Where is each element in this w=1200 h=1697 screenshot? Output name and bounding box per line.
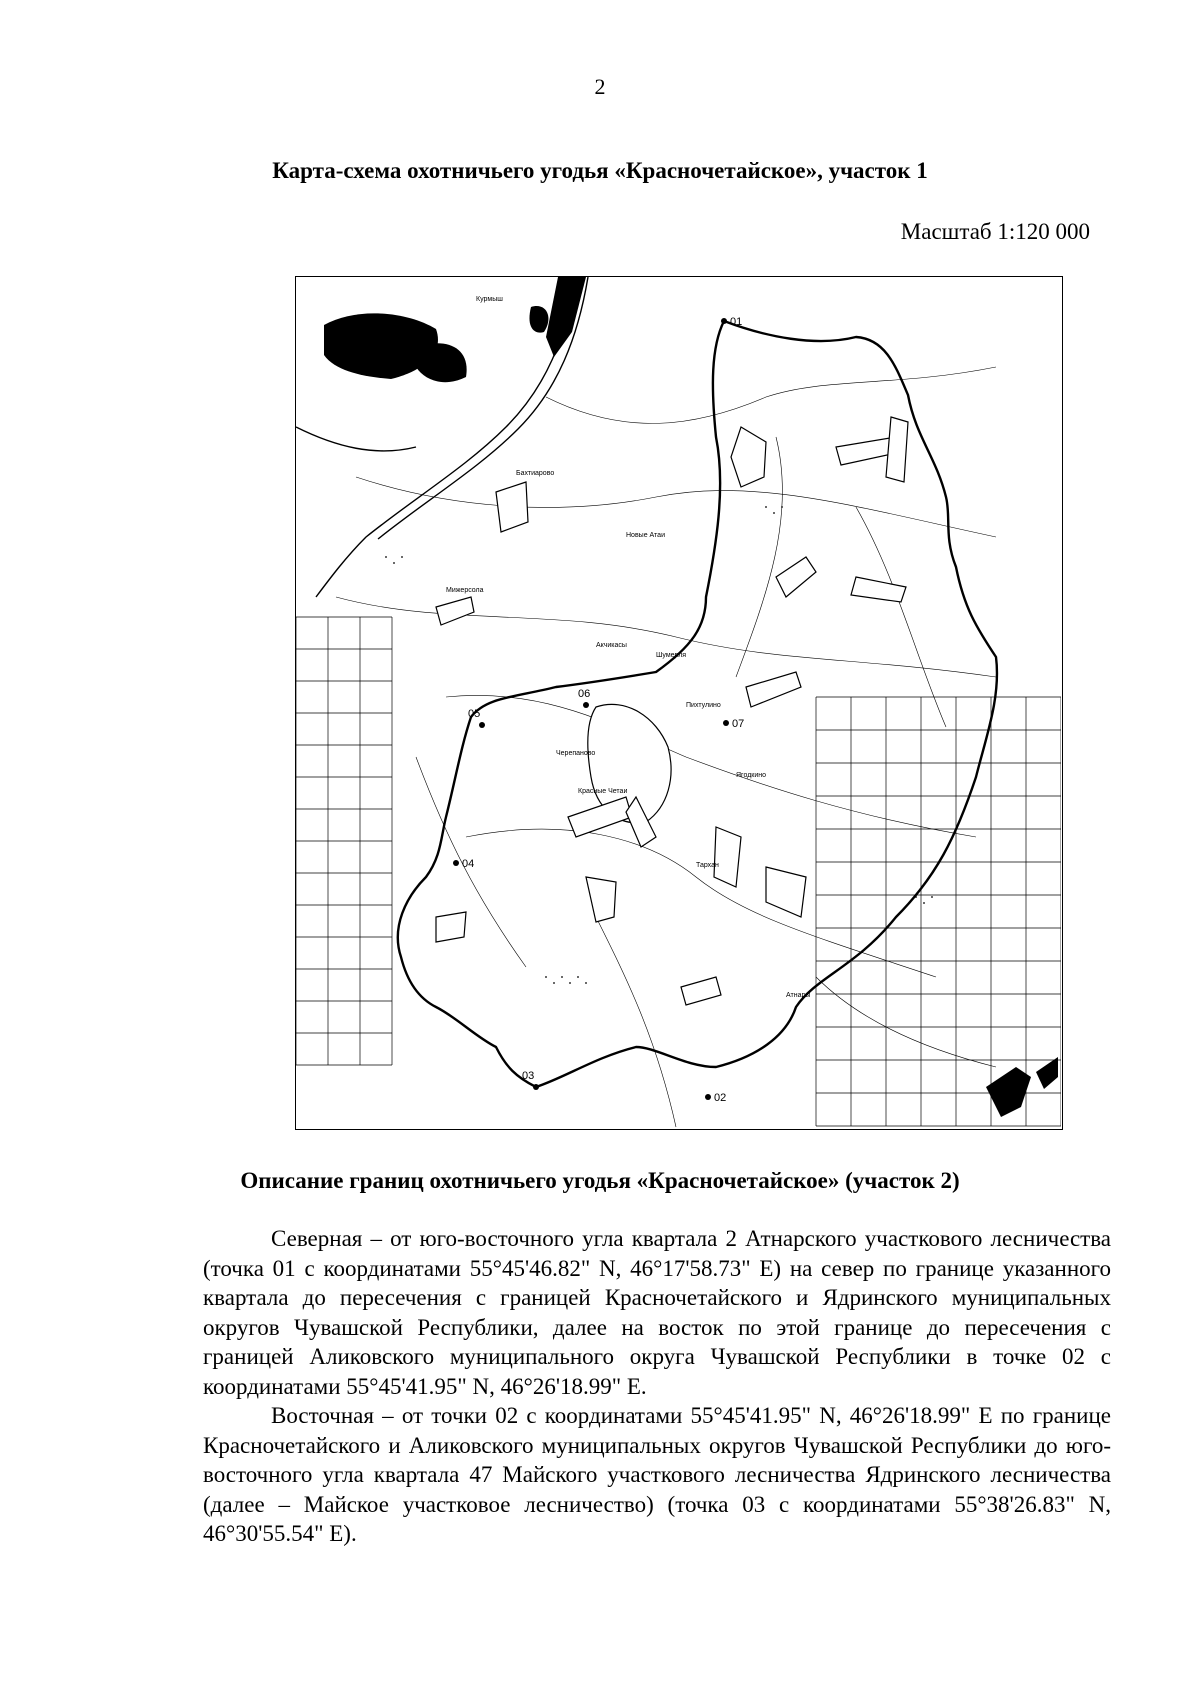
scale-label: Масштаб 1:120 000 bbox=[900, 219, 1090, 244]
place-label: Черепаново bbox=[556, 750, 596, 757]
boundary-description bbox=[203, 1224, 1111, 1549]
place-label: Новые Атаи bbox=[626, 532, 665, 539]
map-title: Карта-схема охотничьего угодья «Красночетайское», участок 1 bbox=[272, 158, 928, 183]
map-svg bbox=[296, 277, 1061, 1128]
settlements bbox=[436, 417, 908, 1005]
quarter-grid-left bbox=[296, 617, 392, 1065]
place-label: Атнары bbox=[786, 992, 811, 999]
section-title: Описание границ охотничьего угодья «Красночетайское» (участок 2) bbox=[240, 1168, 960, 1193]
place-label: Ягодкино bbox=[736, 772, 767, 779]
map-scheme bbox=[295, 276, 1063, 1130]
paragraph-east: Восточная – от точки 02 с координатами 55°45'41.95" N, 46°26'18.99" E по границе Красночетайского и Аликовского муниципальных округов Чувашской Республики до юго-восточного угла квартала 47 Майского участкового лесничества Ядринского лесничества (далее – Майское участковое лесничество) (точка 03 с координатами 55°38'26.83" N, 46°30'55.54" E). bbox=[203, 1403, 1111, 1546]
point-label-07: 07 bbox=[732, 718, 745, 730]
paragraph-north: Северная – от юго-восточного угла квартала 2 Атнарского участкового лесничества (точка 01 с координатами 55°45'46.82" N, 46°17'58.73" E) на север по границе указанного квартала до пересечения с границей Красночетайского и Ядринского муниципальных округов Чувашской Республики, далее на восток по этой границе до пересечения с границей Аликовского муниципального округа Чувашской Республики в точке 02 с координатами 55°45'41.95" N, 46°26'18.99" E. bbox=[203, 1226, 1111, 1399]
boundary-point-markers bbox=[453, 318, 729, 1100]
page-number: 2 bbox=[594, 74, 606, 99]
place-label: Тархан bbox=[696, 862, 719, 869]
point-label-03: 03 bbox=[522, 1070, 535, 1082]
point-label-06: 06 bbox=[578, 688, 591, 700]
quarter-grid-right bbox=[816, 697, 1061, 1126]
place-label: Пихтулино bbox=[686, 702, 721, 709]
point-label-04: 04 bbox=[462, 858, 475, 870]
point-label-01: 01 bbox=[730, 316, 743, 328]
place-label: Мижерсола bbox=[446, 587, 484, 594]
point-label-02: 02 bbox=[714, 1092, 727, 1104]
place-label: Акчикасы bbox=[596, 642, 627, 649]
point-label-05: 05 bbox=[468, 708, 481, 720]
place-label: Курмыш bbox=[476, 296, 503, 303]
place-label: Бахтиарово bbox=[516, 470, 555, 477]
place-label: Красные Четаи bbox=[578, 788, 628, 795]
place-label: Шумерля bbox=[656, 652, 687, 659]
